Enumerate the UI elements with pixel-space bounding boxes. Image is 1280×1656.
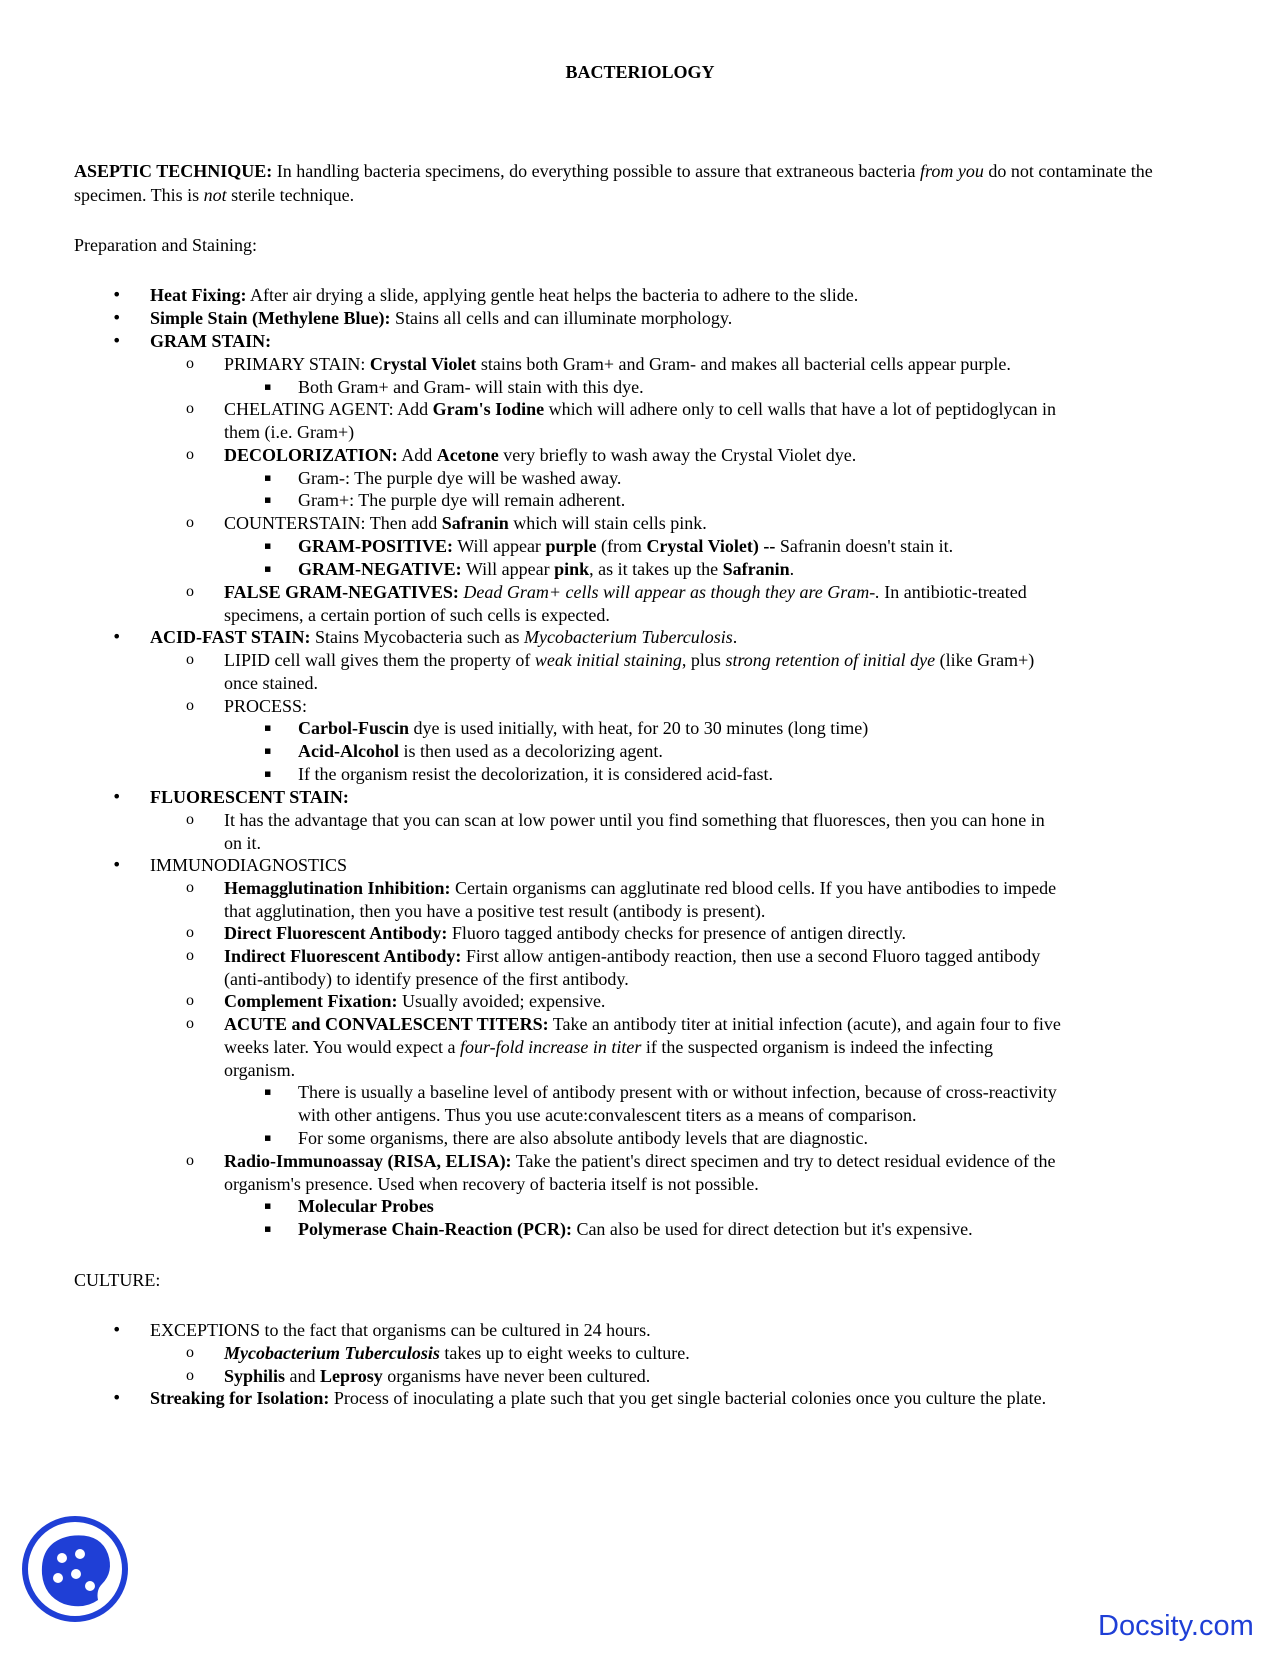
square-marker: ▪ <box>264 493 272 506</box>
list-item-acid-fast: ACID-FAST STAIN: Stains Mycobacteria such as Mycobacterium Tuberculosis. <box>150 627 738 647</box>
list-item-resist: If the organism resist the decolorization, it is considered acid-fast. <box>298 764 774 784</box>
circle-marker: o <box>186 879 194 896</box>
prep-heading: Preparation and Staining: <box>74 235 257 255</box>
circle-marker: o <box>186 651 194 668</box>
bullet-marker: • <box>112 331 122 350</box>
list-item-fluorescent: FLUORESCENT STAIN: <box>150 787 349 807</box>
list-item-false-negatives-cont: specimens, a certain portion of such cells is expected. <box>224 605 610 625</box>
list-item-fluorescent-text: It has the advantage that you can scan at low power until you find something that fluoresces, then you can hone in <box>224 810 1045 830</box>
circle-marker: o <box>186 514 194 531</box>
list-item-hemag: Hemagglutination Inhibition: Certain organisms can agglutinate red blood cells. If you have antibodies to impede <box>224 878 1057 898</box>
circle-marker: o <box>186 583 194 600</box>
list-item-primary-sub: Both Gram+ and Gram- will stain with this dye. <box>298 377 644 397</box>
list-item-indirect-cont: (anti-antibody) to identify presence of the first antibody. <box>224 969 629 989</box>
square-marker: ▪ <box>264 1085 272 1098</box>
circle-marker: o <box>186 811 194 828</box>
aseptic-label: ASEPTIC TECHNIQUE: <box>74 161 273 181</box>
list-item-indirect: Indirect Fluorescent Antibody: First allow antigen-antibody reaction, then use a second Fluoro tagged antibody <box>224 946 1041 966</box>
list-item-titers: ACUTE and CONVALESCENT TITERS: Take an antibody titer at initial infection (acute), and again four to five <box>224 1014 1061 1034</box>
list-item-simple-stain: Simple Stain (Methylene Blue): Stains all cells and can illuminate morphology. <box>150 308 733 328</box>
aseptic-text: sterile technique. <box>226 185 355 205</box>
bullet-marker: • <box>112 308 122 327</box>
aseptic-emphasis: from you <box>920 161 984 181</box>
circle-marker: o <box>186 1015 194 1032</box>
square-marker: ▪ <box>264 767 272 780</box>
docsity-logo[interactable] <box>20 1514 130 1624</box>
list-item-titers-cont: organism. <box>224 1060 296 1080</box>
aseptic-text: In handling bacteria specimens, do everything possible to assure that extraneous bacteria <box>272 161 921 181</box>
list-item-direct: Direct Fluorescent Antibody: Fluoro tagged antibody checks for presence of antigen directly. <box>224 923 906 943</box>
culture-heading: CULTURE: <box>74 1270 161 1290</box>
list-item-false-negatives: FALSE GRAM-NEGATIVES: Dead Gram+ cells will appear as though they are Gram-. In antibiotic-treated <box>224 582 1027 602</box>
square-marker: ▪ <box>264 539 272 552</box>
docsity-brand-link[interactable]: Docsity.com <box>1098 1610 1254 1642</box>
list-item-decol-sub: Gram+: The purple dye will remain adherent. <box>298 490 626 510</box>
aseptic-text: do not contaminate the specimen. This is <box>74 161 1153 205</box>
circle-marker: o <box>186 400 194 417</box>
square-marker: ▪ <box>264 471 272 484</box>
bullet-marker: • <box>112 855 122 874</box>
circle-marker: o <box>186 924 194 941</box>
circle-marker: o <box>186 355 194 372</box>
list-item-lipid: LIPID cell wall gives them the property of weak initial staining, plus strong retention of initial dye (like Gram+) <box>224 650 1035 670</box>
square-marker: ▪ <box>264 1222 272 1235</box>
list-item-hemag-cont: that agglutination, then you have a positive test result (antibody is present). <box>224 901 766 921</box>
docsity-logo-icon <box>20 1514 130 1624</box>
list-item-fluorescent-cont: on it. <box>224 833 262 853</box>
circle-marker: o <box>186 697 194 714</box>
list-item-process: PROCESS: <box>224 696 308 716</box>
list-item-gram-stain: GRAM STAIN: <box>150 331 272 351</box>
square-marker: ▪ <box>264 380 272 393</box>
list-item-exceptions: EXCEPTIONS to the fact that organisms can be cultured in 24 hours. <box>150 1320 651 1340</box>
list-item-absolute: For some organisms, there are also absolute antibody levels that are diagnostic. <box>298 1128 869 1148</box>
bullet-marker: • <box>112 627 122 646</box>
list-item-myco: Mycobacterium Tuberculosis takes up to eight weeks to culture. <box>224 1343 690 1363</box>
list-item-chelating: CHELATING AGENT: Add Gram's Iodine which will adhere only to cell walls that have a lot of peptidoglycan in <box>224 399 1056 419</box>
circle-marker: o <box>186 446 194 463</box>
bullet-marker: • <box>112 787 122 806</box>
square-marker: ▪ <box>264 744 272 757</box>
list-item-primary-stain: PRIMARY STAIN: Crystal Violet stains both Gram+ and Gram- and makes all bacterial cells appear purple. <box>224 354 1011 374</box>
circle-marker: o <box>186 947 194 964</box>
bullet-marker: • <box>112 285 122 304</box>
list-item-lipid-cont: once stained. <box>224 673 318 693</box>
aseptic-paragraph <box>74 159 1184 207</box>
square-marker: ▪ <box>264 562 272 575</box>
square-marker: ▪ <box>264 1199 272 1212</box>
list-item-chelating-cont: them (i.e. Gram+) <box>224 422 355 442</box>
aseptic-emphasis: not <box>203 185 227 205</box>
bullet-marker: • <box>112 1388 122 1407</box>
list-item-titers-cont: weeks later. You would expect a four-fold increase in titer if the suspected organism is indeed the infecting <box>224 1037 993 1057</box>
list-item-gram-positive: GRAM-POSITIVE: Will appear purple (from Crystal Violet) -- Safranin doesn't stain it. <box>298 536 954 556</box>
list-item-baseline: There is usually a baseline level of antibody present with or without infection, because of cross-reactivity <box>298 1082 1057 1102</box>
list-item-acid-alcohol: Acid-Alcohol is then used as a decolorizing agent. <box>298 741 663 761</box>
list-item-gram-negative: GRAM-NEGATIVE: Will appear pink, as it takes up the Safranin. <box>298 559 795 579</box>
page-title: BACTERIOLOGY <box>565 62 715 82</box>
list-item-counterstain: COUNTERSTAIN: Then add Safranin which will stain cells pink. <box>224 513 707 533</box>
square-marker: ▪ <box>264 721 272 734</box>
list-item-complement: Complement Fixation: Usually avoided; expensive. <box>224 991 606 1011</box>
list-item-radio: Radio-Immunoassay (RISA, ELISA): Take the patient's direct specimen and try to detect residual evidence of the <box>224 1151 1056 1171</box>
square-marker: ▪ <box>264 1131 272 1144</box>
list-item-pcr: Polymerase Chain-Reaction (PCR): Can also be used for direct detection but it's expensive. <box>298 1219 973 1239</box>
circle-marker: o <box>186 1344 194 1361</box>
list-item-decol-sub: Gram-: The purple dye will be washed away. <box>298 468 622 488</box>
list-item-decolorization: DECOLORIZATION: Add Acetone very briefly to wash away the Crystal Violet dye. <box>224 445 857 465</box>
list-item-immuno: IMMUNODIAGNOSTICS <box>150 855 348 875</box>
bullet-marker: • <box>112 1320 122 1339</box>
list-item-heat-fixing: Heat Fixing: After air drying a slide, applying gentle heat helps the bacteria to adhere to the slide. <box>150 285 859 305</box>
circle-marker: o <box>186 992 194 1009</box>
list-item-baseline-cont: with other antigens. Thus you use acute:convalescent titers as a means of comparison. <box>298 1105 917 1125</box>
list-item-radio-cont: organism's presence. Used when recovery of bacteria itself is not possible. <box>224 1174 759 1194</box>
list-item-carbol: Carbol-Fuscin dye is used initially, with heat, for 20 to 30 minutes (long time) <box>298 718 869 738</box>
list-item-streaking: Streaking for Isolation: Process of inoculating a plate such that you get single bacterial colonies once you culture the plate. <box>150 1388 1047 1408</box>
list-item-probes: Molecular Probes <box>298 1196 434 1216</box>
list-item-syphilis: Syphilis and Leprosy organisms have never been cultured. <box>224 1366 651 1386</box>
circle-marker: o <box>186 1367 194 1384</box>
circle-marker: o <box>186 1152 194 1169</box>
